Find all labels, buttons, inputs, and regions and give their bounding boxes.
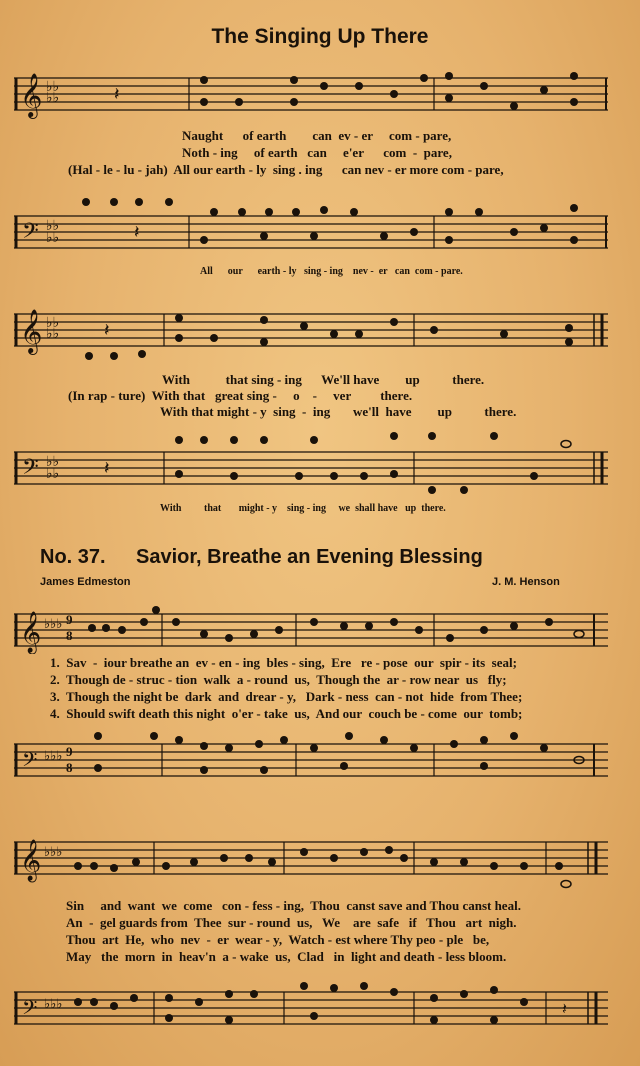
svg-text:8: 8 xyxy=(66,760,73,775)
svg-text:♭♭: ♭♭ xyxy=(46,91,60,106)
svg-text:𝄢: 𝄢 xyxy=(22,455,39,485)
lyric-line: With that might - y sing - ing we'll have up there. xyxy=(160,404,517,419)
svg-text:♭♭: ♭♭ xyxy=(46,455,60,470)
hymn-title: Savior, Breathe an Evening Blessing xyxy=(136,546,483,568)
svg-text:♭♭: ♭♭ xyxy=(46,219,60,234)
bass-staff xyxy=(14,972,610,1038)
lyric-line: (Hal - le - lu - jah) All our earth - ly sing . ing can nev - er more com - pare, xyxy=(68,162,504,177)
treble-staff xyxy=(14,66,610,126)
svg-text:♭♭: ♭♭ xyxy=(46,327,60,342)
svg-text:𝄞: 𝄞 xyxy=(20,309,43,353)
lyric-line: Noth - ing of earth can e'er com - pare, xyxy=(182,145,452,160)
treble-staff xyxy=(14,604,610,654)
svg-text:9: 9 xyxy=(66,612,73,627)
svg-text:♭♭♭: ♭♭♭ xyxy=(44,748,63,763)
treble-staff xyxy=(14,830,610,894)
bass-lyric-line: With that might - y sing - ing we shall have up there. xyxy=(160,503,446,514)
svg-text:𝄢: 𝄢 xyxy=(22,996,38,1024)
svg-text:𝄽: 𝄽 xyxy=(562,1001,567,1018)
verse-line: Sin and want we come con - fess - ing, Thou canst save and Thou canst heal. xyxy=(66,898,521,913)
svg-text:𝄞: 𝄞 xyxy=(20,840,42,881)
lyric-line: With that sing - ing We'll have up there. xyxy=(162,372,485,387)
svg-text:𝄽: 𝄽 xyxy=(134,222,140,242)
svg-text:♭♭♭: ♭♭♭ xyxy=(44,996,63,1011)
svg-text:𝄽: 𝄽 xyxy=(104,458,110,478)
hymn-number: No. 37. xyxy=(40,546,106,568)
svg-text:𝄽: 𝄽 xyxy=(114,84,120,104)
svg-text:♭♭: ♭♭ xyxy=(46,316,60,331)
verse-line: 3. Though the night be dark and drear - y, Dark - ness can - not hide from Thee; xyxy=(50,689,523,704)
lyric-line: (In rap - ture) With that great sing - o - ver there. xyxy=(68,388,413,403)
svg-text:𝄞: 𝄞 xyxy=(20,612,42,653)
svg-text:𝄽: 𝄽 xyxy=(104,320,110,340)
svg-text:𝄢: 𝄢 xyxy=(22,748,38,776)
composer-credit: J. M. Henson xyxy=(492,576,560,588)
treble-staff xyxy=(14,300,610,368)
svg-text:♭♭♭: ♭♭♭ xyxy=(44,616,63,631)
verse-line: 2. Though de - struc - tion walk a - round us, Though the ar - row near us fly; xyxy=(50,672,507,687)
hymn-title: The Singing Up There xyxy=(211,25,429,48)
verse-line: May the morn in heav'n a - wake us, Clad in light and death - less bloom. xyxy=(66,949,507,964)
verse-line: 1. Sav - iour breathe an ev - en - ing bles - sing, Ere re - pose our spir - its seal; xyxy=(50,655,517,670)
bass-staff xyxy=(14,196,610,262)
verse-line: An - gel guards from Thee sur - round us, We are safe if Thou art nigh. xyxy=(66,915,517,930)
lyric-line: Naught of earth can ev - er com - pare, xyxy=(182,128,452,143)
svg-text:♭♭: ♭♭ xyxy=(46,467,60,482)
svg-text:8: 8 xyxy=(66,628,73,643)
author-credit: James Edmeston xyxy=(40,576,131,588)
bass-staff xyxy=(14,726,610,786)
svg-text:♭♭: ♭♭ xyxy=(46,80,60,95)
svg-text:𝄞: 𝄞 xyxy=(20,73,43,117)
verse-line: Thou art He, who nev - er wear - y, Watch - est where Thy peo - ple be, xyxy=(66,932,490,947)
verse-line: 4. Should swift death this night o'er - take us, And our couch be - come our tomb; xyxy=(50,706,523,721)
svg-text:♭♭: ♭♭ xyxy=(46,231,60,246)
svg-text:9: 9 xyxy=(66,744,73,759)
bass-staff xyxy=(14,424,610,500)
svg-text:♭♭♭: ♭♭♭ xyxy=(44,844,63,859)
svg-text:𝄢: 𝄢 xyxy=(22,219,39,249)
bass-lyric-line: All our earth - ly sing - ing nev - er can com - pare. xyxy=(200,266,463,277)
